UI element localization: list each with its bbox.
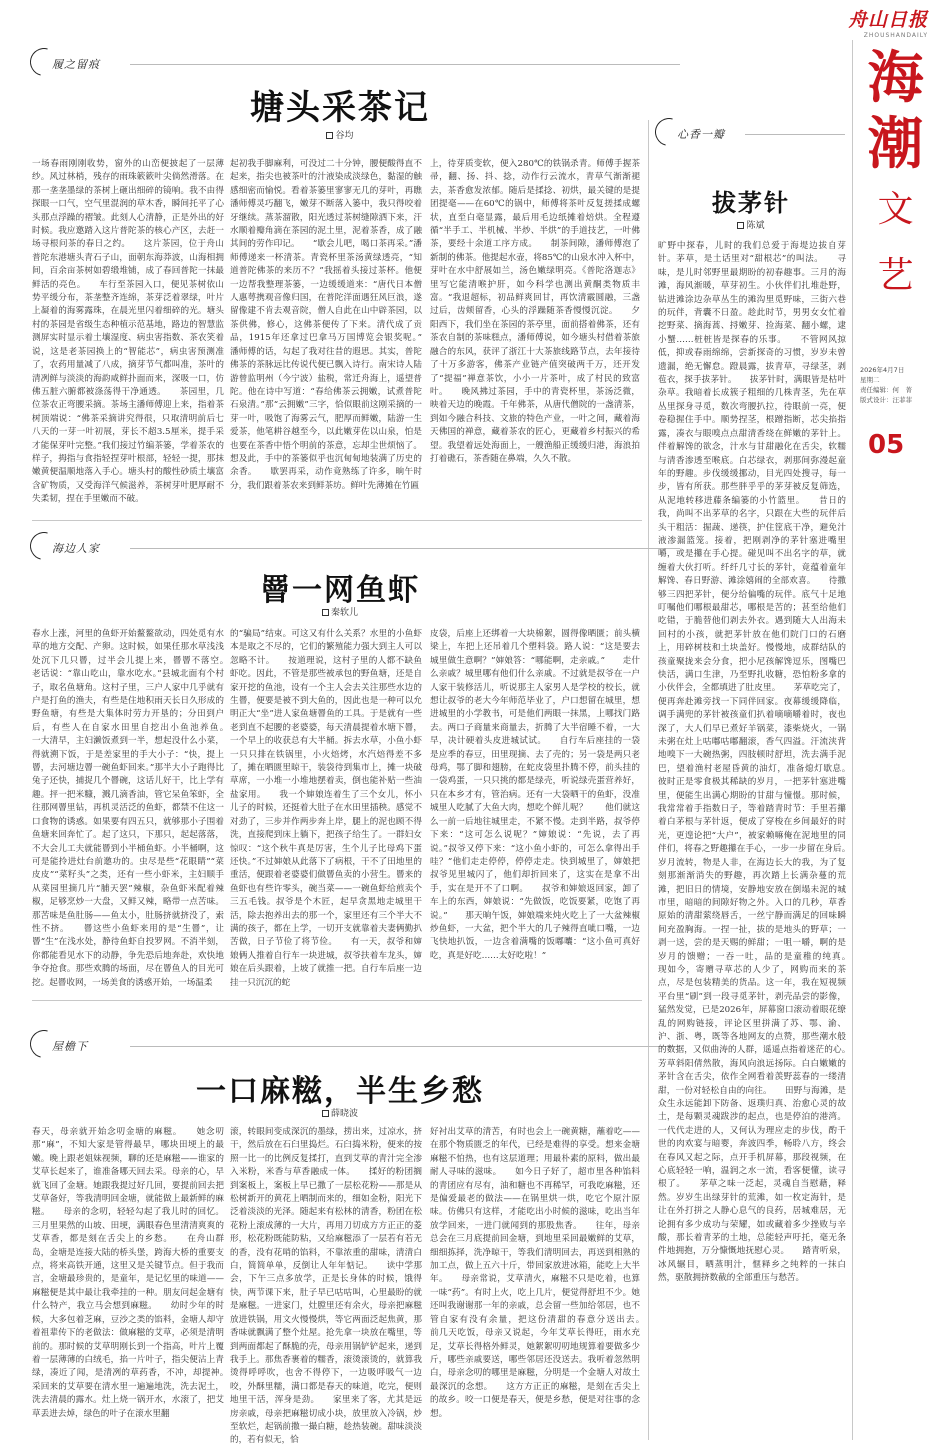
column-divider [648,120,649,1440]
section-rule [130,1046,680,1047]
byline-box-icon [322,609,329,616]
article-column: 春天，母亲就开始念叨金塘的麻糍。 她念叨那“麻”，不知大家是管得最早，哪块田埂上的最嫩。晚上跟老姐妹视频，聊的还是麻糍——谁家的艾草长起来了，谁准备哪天回去采。母亲的心，早就飞回了金塘。她跟我提过好几回，要提前回去把艾草备好，等我清明回金塘，就能做上最新鲜的麻糍。 母亲的念叨，轻轻勾起了我儿时的回忆。三月里果然的山坡、田埂，满眼春色里清清爽爽的艾草香，都是刻在舌尖上的乡愁。 在舟山群岛，金塘是连接大陆的桥头堡，跨海大桥的重要支点，将来高铁开通，这里又是关键节点。但于我而言，金塘最珍贵的，是童年，是记忆里的味道——麻糍便是其中最让我牵挂的一种。朋友问起金塘有什么特产，我立马会想到麻糍。 幼时少年的时候，大多包着芝麻，豆沙之类的馅料，金塘人却守着祖辈传下的老做法：做麻糍的艾草，必须是清明前的。那时候的艾草明刚长到一个指高，叶片上覆着一层薄薄的白绒毛，掐一片叶子，指尖便沾上青绿，凑近了闻，是清冽的草药香，不冲，却提神。 采回来的艾草要在清水里一遍遍地洗，洗去泥土，洗去清晨的露水。灶上烧一锅开水，水滚了，把艾草丢进去焯，绿色的叶子在滚水里翻 [32,1127,224,1419]
supplement-title [858,45,933,309]
article-byline: 秦软儿 [40,605,640,618]
byline-box-icon [326,132,333,139]
masthead [838,5,928,39]
byline-box-icon [737,222,744,229]
article-divider [32,520,642,521]
supplement-char-1: 海 [867,45,924,111]
article-column: 春水上涨，河里的鱼虾开始鳌鳌欲动，四处觅有水草的地方交配、产卵。这时候，如果任那水草浅浅处沉下几只罾，过半会儿提上来，罾罾不落空。 老话说：“靠山吃山，靠水吃水。”县城北面有个村子，取名鱼塘角。这村子里，三户人家中几乎就有户是打鱼的渔夫，有些是住地积雨天长日久形成的野鱼塘，有些是大集体时劳力开垦的；分田到户后，有些人在自家水田里自挖出小鱼池养鱼。 一大清早，主妇濑饭煮到一半，想起没什么小菜，得就溯下饭，于是差家里的手大小子：“快，提上罾，去河塘边罾一碗鱼虾回来。”那半大小子跑得比兔子还快，捕捉几个罾碗，这话儿好干，比上学有趣。抨一把米糠，溅几滴香油，管它呆鱼笨虾，全往那网罾里钻，再机灵活泛的鱼虾，都禁不住这一口食物的诱惑。如果要有四五只，就够那小子围着鱼塘来回奔忙了。起了这只，下那只，起起落落，不大会儿工夫就能罾到小半桶鱼虾。小半桶啊，这可是能拎进灶台前邀功的。虫尽是些“花眼睛”“菜皮皮”“菜籽头”之类，还有一些小虾米，主妇顺手从菜园里摘几片“脯天罢”辣椒，杂鱼虾米配着辣椒，足够烹炒一大盘，又鲜又辣，略带一点苦味。那苦味是鱼肚肠——鱼太小，肚肠挤就挤没了，索性不挤。 罾这些小鱼虾来用的是“生罾”，让罾“生”在浅水处，静待鱼虾自投罗网。不消半刻，你都能看见水下的动静，争先恐后地奔赴，欢快地争夺抢食。那些欢腾的场面，尽在罾鱼人的目光可挖。起罾收网，一场美食的诱惑开始，一场温柔 [32,629,224,988]
byline-box-icon [322,1110,329,1117]
article-byline: 薛晓波 [40,1106,640,1119]
edition-weekday: 星期二 [860,376,880,384]
section-label: 屋檐下 [52,1040,88,1053]
newspaper-logo: 舟山日报 [847,9,928,31]
section-label: 履之留痕 [52,58,100,71]
section-rule [130,548,680,549]
section-label: 心香一瓣 [677,128,725,141]
article-column: 滚，转眼间变成深沉的墨绿，捞出来，过凉水，挤干，然后放在石臼里捣烂。石臼捣米粉，便来的按照一比一的比例反复揉打，直到艾草的青汁完全渗入米粉，米香与草香融成一体。 揉好的粉团搁到案板上，案板上早已撒了一层松花粉——那是从松树新开的黄花上晒制而来的，细如金粉，阳光下泛着淡淡的光泽。随起来有松林的清香，粉团在松花粉上滚成薄的一大片，再用刀切成方方正正的菱形，松花粉既能防粘，又给麻糍添了一层若有若无的香，没有花哨的馅料，不靠浓重的甜味，清清白白，简简单单，反倒让人年年惦记。 读中学那会，下午三点多放学，正是长身体的时候，饿得快，两节课下来，肚子早已咕咕叫，心里最盼的就是麻糍。一进家门，灶膛里还有余火，母亲把麻糍放进铁锅，用文火慢慢烘，等它两面泛起焦黄，那香味就飘满了整个灶屋。抢先拿一块放在嘴里，等到两面都起了酥脆的壳，母亲用锅铲铲起来，递到我手上。那焦香裹着的糯香，滚烫滚烫的，就算我烫得呼呼吹，也舍不得停下，一边吸呼吸气一边咬，外酥里糯，满口都是春天的味道，吃完，便则地里干活，浑身是劲。 家里来了客，尤其是远房亲戚，母亲把麻糍切成小块，放里放入冷锅，炒至软烂，起锅前撒一撮白糖，趁热装碗。甜味淡淡的，若有似无，恰 [230,1127,422,1446]
edition-editor: 责任编辑：何 菁 [860,386,912,394]
article-title: 拔茅针 [712,189,790,217]
article-title: 塘头采茶记 [250,88,430,128]
article-column: 旷野中探春，儿时的我们总爱于海堤边拔自芽针。茅草，是土话里对“甜根芯”的叫法。 寻味，是儿时邻野里最期盼的初春趣事。三月的海滩，海风渐暖，草芽初生。小伙伴们扎堆赴野，钻进滩涂边杂草丛生的滩沟里觅野味，三街六巷的玩伴，背囊不日盈。趁此时节，男男女女忙着挖野菜、摘海蒿、捋嫩芽、捡海菜、翻小螺，逮小蟹……桩桩皆是探春的乐事。 不管网风掠低，抑或春雨绵绵，尝新探奇的习惯，岁岁未曾遗漏，绝无懈怠。蹬晨露，拔青草，寻绿茎，剥苞衣，探手拔茅针。 拔茅针时，满眼皆是枯叶杂草。我暗着长成簇子粗细的几株青茎，先在草丛里探身寻觅，数次弯腰扒拉，待眼前一亮，便卷稳握住手中。顺势捏茎，根蹭指断，芯尖掐指露，凑衣与眼嗅点点甜清香绕在鲜嫩的茅针上。伴着解馋的欲念，汁水与甘甜融化在舌尖，软糯与清香渗透至喉底。白芯绿衣，剥那间弥漫起童年的野趣。步伐缓缓挪动，目光四处搜寻，每一步，皆有所获。那些胖乎乎的茅芽被反复筛选，从泥地转移进藤条编篓的小竹篮里。 昔日的我，尚叫不出茅草的名字，只跟在大些的玩伴后头干粗活：掘蔬、递筷，护住筐底干净，避免汁液渗漏篮笼。接着，把刚剥净的茅针塞进嘴里嚼，或是攥在手心提。碰见叫不出名字的草，就缠着大伙打听。纤纤几寸长的茅针，竟蕴着童年解馋、春日野游、滩涂嬉闹的全部欢喜。 待撒够三四把茅针，便分给偏嘴的玩伴。底气十足地叮嘱他们哪根最甜芯，哪根是苦的；甚至给他们吃错，于脆替他们剥去外衣。遇到随大人出海未回村的小孩，就把茅针放在他们院门口的石磨上，用碎树枝和土块盖好。慢慢地，成群结队的孩童聚拢来会分食，把小尼孩解馋逗乐，图嘴巴快活，满口生津，乃至野扎收糖，恐怕粉多拿的小伙伴会，全都填进了肚皮里。 茅草吃完了，便再奔赴滩旁找一下同伴回家。夜幕缓缓降临，调手满兜的茅针被孩童们扒着嘀嘀嚼着时，夜也深了，大人们早已煮好羊锅菜，漆柴烧火，一锅未粥在灶上咕嘟咕嘟翻滚，香气四溢。汗流浃背地嗅下一大碗热粥，四肢顿时舒坦，洗去满手泥巴，望着渔村老屋昏黄的油灯，准备熄灯歇息。 彼时正是零食极其稀缺的岁月，一把茅针塞进嘴里，便能生出满心期盼的甘甜与憧憬。那时候，我常常着手指数日子，等着踏青时节：手里若攥着白茅根与茅针返，便成了穿梭在乡间最好的时光，更遑论把“大户”，被家赖嘛俺在泥地里的同伴们，将春之野趣攥在手心，一步一步留在身后。 岁月流转，物是人非，在海边长大的我，为了复刻那渐渐消失的野趣，再次踏上长满杂蔓的荒滩，把旧日的情境，安静地安放在倒塌未泥的城市里，暗暗的间隙好物之外。入口的几秒，草香原始的清甜萦绕唇舌，一丝宁静而满足的回味瞬间充盈胸海。一捏一扯，拔的是地头的野草；一剥一送，尝的是天赐的鲜甜；一咀一嚼，啊的是岁月的馈赠；一吞一吐，品的是童稚的纯真。 现如今，寄赠寻草芯的人少了，网购而来的茶点，尽是包装精美的货品。这一年，我在短视频平台里“刷”到一段寻觅茅针，剥壳品尝的影像，猛然发觉，已是2026年，屏幕窗口滚动着眼花缭乱的网购链接，评论区里拼满了苏、鄂、渝、沪、浙、粤，既等各地网友的点赞，那些潮水般的数据，又似曲涛的人群，遥遥点指着迷茫的心。 芳草斜阳倩然散，海风向浪远扬际。白白嫩嫩的茅针含在舌尖，依作全网看着羡野蕊春的一缕清甜，一份对轻松自由的向往。 田野与海滩，是众生永远能卸下防备、返璞归真、治愈心灵的故土，是每颗灵魂跋涉的起点，也是停泊的港湾。一代代走进的人，又何认为理应走的步伐，酌千世的肉欢宴与暗婴，奔波四季，畅聆八方，终会在春风又起之际，点开手机屏幕，那段视频，在心底轻轻一响，温润之水一流，看客便懂，读寻根了。 茅草之味一泛起，灵魂自当慰藉，释然。岁岁生出绿芽针的荒滩，如一枚定海针，是让在外打拼之人静心息气的良药，居城难居，无论拥有多少成功与荣耀，如或藏着多少挫败与辛酸，那长着青茅的土地，总能轻声吁托，毫无条件地拥抱，万分慷慨地抚慰心灵。 踏青听泉，冰风辗目，晒蒸明汁，惬释乡之纯粹的一抹白然，驱散拥挤数截的全部重压与愁苦。 [658,241,846,1284]
edition-info [860,365,932,405]
edition-layout: 版式设计：汪菲菲 [860,396,912,404]
article-column: 上，待芽质变软，便入280℃的铁锅杀青。师傅手握茶帚，翻、扬、抖、捻，动作行云流水，青草气渐渐褪去，茶香愈发浓郁。随后是揉捻、初烘，最关键的是提团提毫——在60℃的锅中，师傅将茶叶反复搓揉成螺状，直至白毫显露，最后用毛边纸摊着焙烘。全程遵循“半手工、半机械、半炒、半烘”的手道技艺，一叶佛茶，要经十余道工序方成。 制茶间隙，潘师傅泡了新制的佛茶。他提起水壶，将85℃的山泉水冲入杯中，芽叶在水中舒展如兰，汤色嫩绿明亮。《普陀洛迦志》里写它能清喉护肝，如今科学也测出黄酮类物质丰富。“我退超标，初品鲜爽回甘，再饮清霰圆融，三盏过后，齿颊留香，心头的浮躁随茶香慢慢沉淀。 夕阳西下，我们坐在茶园的茶亭里，面前搭着佛茶，还有茶农自制的茶味糕点，潘师傅说，如今塘头村借着茶旅融合的东风，获评了浙江十大茶旅线路节点，去年接待了十万多游客，佛茶产业链产值突破两千万，还开发了“提福”禅意茶饮，小小一片茶叶，成了村民的致富叶。 晚风拂过茶园，手中的青瓷杯里，茶汤泛微，映着天边的晚霞。千年佛茶，从唐代僧院的一盏清茶，到如今融合科技、文旅的特色产业，一叶之间，藏着海天佛国的禅意，藏着茶农的匠心，更藏着乡村振兴的希望。我望着远处海面上，一艘渔船正缓缓归港，海浪拍打着礁石，茶香随在鼻端，久久不散。 [430,159,640,464]
section-tag-4 [665,126,725,142]
article-byline: 谷均 [40,128,640,141]
supplement-char-4: 艺 [877,255,914,296]
article-column: 起初我手脚麻利，可没过二十分钟，腰便酸得直不起来，指尖也被茶叶的汁液染成淡绿色，黏湿的触感细密而愉悦。看着茶篓里寥寥无几的芽叶，再瞧潘师傅灵巧翻飞，嫩芽不断落入篓中，我只得咬着牙继续。蒸茶溜散，阳光透过茶树缝隙洒下来，汗水顺着瓣角滴在茶园的泥土里，泥着茶香，成了融其间的劳作印记。 “歇会儿吧，喝口茶再采。”潘师傅递来一杯清茶。青瓷杯里茶汤黄绿透亮，“知道普陀佛茶的来历不？”我摇着头接过茶杯。他便一边帮我整理茶篓，一边缓缓道来：“唐代日本僧人惠萼携观音像归国，在普陀洋面遇狂风巨浪，遂留像建不肯去观音院，僧人自此在山中辟茶园，以茶供佛，修心，这佛茶便传了下来。清代成了贡品，1915年还拿过巴拿马万国博览会银奖呢。” 潘师傅的话，勾起了我对往昔的遐思。其实，普陀佛茶的茶脉远比传说代便已飘入诗行。南宋诗人陆游曾监明州（今宁波）盐税，常迁舟海上，遥望普陀。他在诗中写道：“春给佛茶云拥嫩，试煮普陀石泉清。”那“云拥嫩”三字，恰似眼前这刚采摘的一芽一叶，吸饱了海雾云气，肥厚而鲜嫩，陆游一生爱茶，他笔耕谷越至今，以此嫩芽佐以山泉，怕是也要在茶香中悟个明前的茶意，忘却尘世烦恼了。想及此，手中的茶篓似乎也沉甸甸地装满了历史的余香。 歇罢再采，动作竟熟练了许多，晌午时分，我们跟着茶农来到鲜茶坊。鲜叶先薄摊在竹匾 [230,159,422,491]
article-title: 罾一网鱼虾 [260,573,420,608]
section-rule [130,64,680,65]
article-byline: 陈斌 [656,218,846,231]
article-column: 好衬出艾草的清苦，有时也会上一碗黄糖，蘸着吃——在那个物质匮乏的年代，已经是难得的享受。想来金塘麻糍不怕热，也有这层道理；用最朴素的原料，做出最耐人寻味的滋味。 如今日子好了，超市里各种馅料的青团应有尽有，油和糖也不再稀罕，可我吃麻糍，还是偏爱最老的做法——在锅里烘一烘，吃它个原汁原味。仿佛只有这样，才能吃出小时候的滋味，吃出当年放学回来，一进门就闻到的那股焦香。 往年，母亲总会在三月底提前回金塘，到地里采回最嫩鲜的艾草，细细拣择，洗净晾干，等我们清明回去，再送到相熟的加工点，做上五六十斤，带回家放进冰箱，能吃上大半年。 母亲常说，艾草清火，麻糍不只是吃着，也算一味“药”。有时上火，吃上几片，便觉得舒坦不少。她还叫我谢谢那一年的亲戚，总会留一些加给邻居，也不管自家有没有余量，把这份清甜的春意分送出去。 前几天吃饭，母亲又说起，今年艾草长得旺，雨水充足，艾草长得格外鲜灵，她絮絮叨叨地规算着要做多少斤，哪些亲戚要送，哪些邻居还没送去。我听着忽然明白，母亲念叨的哪里是麻糍，分明是一个金塘人对故土最深沉的念想。 这方方正正的麻糍，是刻在舌尖上的故乡。咬一口便是春天，便是乡愁，便是对往事的念想。 [430,1127,640,1419]
section-rule [745,134,845,135]
section-tag-3 [40,1038,88,1054]
article-column: 皮袋，后座上还绑着一大块棉絮，圆得像晒匮；前头横梁上，车把上还吊着几个塑料袋。路人说：“这是要去城里做生意啊？”婶娘答：“哪能啊，走亲戚。” 走什么亲戚？城里哪有他们什么亲戚。不过就是叔爷在一户人家干装修活儿，听说那主人家男人是学校的校长，就想让叔爷的老大今年师范毕业了，户口想留在城里，想进城里的小学教书，可是他们两眼一抹黑，上哪找门路去。两口子商量来商量去，折腾了大半宿睡不着，一大早，决计硬着头皮进城试试。 自行车后座挂的一袋是应季的春豆，田里现摘、去了壳的；另一袋是两只老母鸡，鄂了脚和翅膀，在蛇皮袋里扑腾不停，前头挂的一袋鸡蛋，一只只挑的都是绿壳，听说绿壳蛋营养好，只在本乡才有，管治病。还有一大袋晒干的鱼虾，没准城里人吃腻了大鱼大肉，想吃个鲜儿呢？ 他们就这么一前一后地往城里走，不紧不慢。走到半路，叔爷停下来：“这可怎么说呢？”婶娘说：“先说，去了再说。”叔爷又停下来：“这小鱼小虾的，可怎么拿得出手哇？”他们走走停停，停停走走。快到城里了，婶娘把叔爷见里城闪了，他们却折回来了，这实在是拿不出手，实在是开不了口啊。 叔爷和婶娘返回家，卸了车上的东西，婶娘说：“先做饭，吃饭要紧，吃饱了再说。” 那天晌午饭，婶娘端来炖火吃上了一大盆辣椒炒鱼虾，一大盆，把个半大的几子辣得直呲口嘴，一边飞快地扒饭，一边含着满嘴的饭嘟囔：“这小鱼可真好吃，真是好吃……太好吃啦！” [430,629,640,961]
edition-date: 2026年4月7日 [860,366,905,374]
supplement-char-2: 潮 [867,111,924,177]
article-column: 一场春雨刚刚收势，窗外的山峦便披起了一层薄纱。风过林梢，残存的雨珠簌簌叶尖倘然滑落。在那一垄垄墨绿的茶树上砸出细碎的镜响。我不由得探眼一口气，空气里混润的草木香，瞬间托平了心头那点浮躁的褶皱。此刻人心清静，正是外出的好时候。我应邀踏入这片普陀茶的核心产区，去赶一场寻根问茶的春日之约。 这片茶园，位于舟山普陀东港塘头青石子山，面朝东海莽波，山海相拥间，百余亩茶树如碧缎堆铺，成了春回普陀一抹最鲜活的亮色。 车行至茶园入口，便见茶树依山势平缓分布，茶垄整齐连绵，茶芽泛着翠绿，叶片上凝着的海雾露珠，在晨光里闪着细碎的光。塘头村的茶园是省级生态种植示范基地，路边的智慧监测屏实时显示着土壤湿度、病虫害指数、茶农笑着说，这是老茶园换上的“智能芯”，病虫害预测准了，农药用量减了八成，摘芽节气都叫准，茶叶的清冽鲜与淡淡的海韵咸鲜扑面而来，深吸一口，仿佛五脏六腑都被涤荡得干净通透。 茶园里，几位茶农正弯腰采摘。茶场主潘师傅迎上来，指着茶树顶端说：“佛茶采摘讲究得很，只取清明前后七八天的一芽一叶初展，芽长不超3.5厘米，提手采才能保芽叶完整。”我们接过竹编茶篓，学着茶农的样子，拇指与食指轻捏芽叶根部，轻轻一提，那抹嫩黄便温顺地落入手心。塘头村的酸性砂质土壤富含矿物质，又受海洋气候滋养，茶树芽叶肥厚耐不失柔韧，捏在手里嫩而不破。 [32,159,224,505]
section-tag-1 [40,56,100,72]
section-label: 海边人家 [52,542,100,555]
page-number: 05 [868,430,905,460]
sidebar-divider [852,40,853,1440]
section-tag-2 [40,540,100,556]
article-column: 的“骗局”结束。可这又有什么关系？水里的小鱼虾本是取之不尽的，它们的繁殖能力强大到主人可以忽略不计。 按道理说，这村子里的人都不缺鱼虾吃。因此，不管是那些被承包的野鱼塘，还是自家开挖的鱼池，设有一个主人会去关注那些水边的生罾，便要是被不到大鱼的，因此也是一种可以允明正大“坐”进人家鱼塘罾鱼的工具。于是就有一些老到直不起腰的老婆婆，每天清晨提着水塘下罾，一个早上的收获总有大半桶。拆去水草，小鱼小虾一只只排在铁锅里，小火焙烤，水汽焙得差不多了，摊在晒匮里晾干，装袋待到集市上，摊一块破草席，一小堆一小堆地摆着卖，倒也能补贴一些油盐家用。 我一个婶娘连着生了三个女儿，怀小儿子的时候，还挺着大肚子在水田里插秧。感觉不对劲了，三步并作两步奔上岸，腿上的泥也顾不得洗，直接爬到床上躺下，把孩子给生了。一群妇女惊叹：“这个秋牛真是厉害，生个儿子比母鸡下蛋还快。”不过婶娘从此落下了病根，干不了田地里的重活，便跟着老婆婆们做罾鱼卖的小营生。罾来的鱼虾也有些许零头，碗当菜——一碗鱼虾给煎卖个三五毛钱。叔爷是个木匠，起早贪黑地走城里干活，除去抱养出去的那一个，家里还有三个半大不满的孩子，都在上学，一切开支就靠着夫妻俩勤扒苦做，日子节俭了将节俭。 有一天，叔爷和婶娘俩人推着自行车一块进城，叔爷扶着车龙头，婶娘在后头跟着，上坡了就推一把。自行车后座一边挂一只沉沉的蛇 [230,629,422,988]
article-divider [32,1000,642,1001]
article-title: 一口麻糍，半生乡愁 [196,1074,484,1109]
supplement-char-3: 文 [877,189,914,230]
newspaper-logo-en: ZHOUSHANDAILY [863,32,928,39]
